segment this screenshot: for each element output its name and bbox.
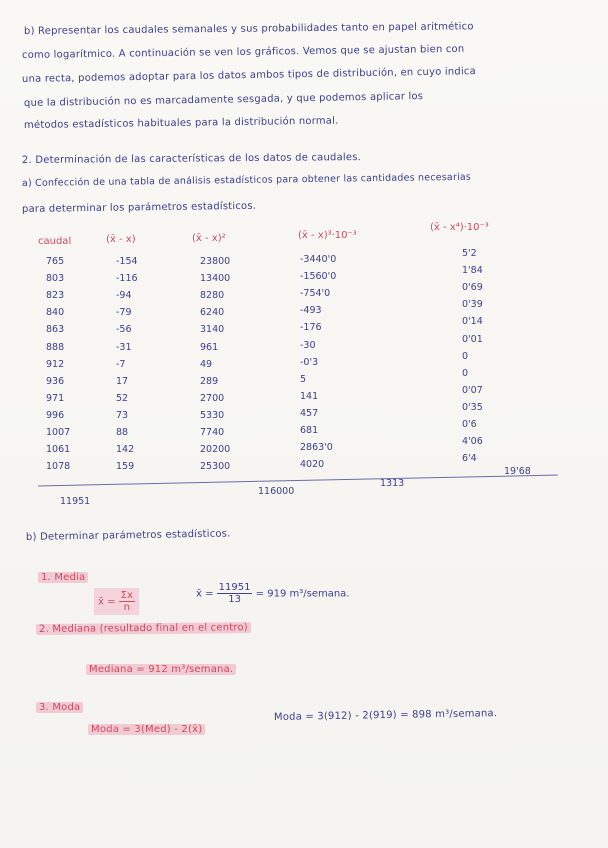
diff-cell: 17 <box>116 375 129 387</box>
media-formula <box>94 588 139 615</box>
sum-cube: 1313 <box>380 478 405 489</box>
diff-cell: 159 <box>116 461 135 473</box>
fourth-cell: 1'84 <box>462 265 483 277</box>
media-formula-lhs: x̄ = <box>98 596 116 608</box>
moda-formula <box>88 724 205 735</box>
intro-line-5: métodos estadísticos habituales para la distribución normal. <box>23 115 339 131</box>
diff-cell: 73 <box>116 409 129 421</box>
sq-cell: 8280 <box>200 290 225 302</box>
mediana-value <box>86 664 236 675</box>
moda-label <box>36 702 83 713</box>
sq-cell: 13400 <box>200 273 231 285</box>
cube-cell: -176 <box>300 322 322 334</box>
sq-cell: 7740 <box>200 427 225 438</box>
cube-cell: -493 <box>300 305 322 317</box>
sq-cell: 25300 <box>200 461 231 473</box>
sq-cell: 49 <box>200 358 213 370</box>
caudal-cell: 863 <box>46 324 65 336</box>
media-calc-rhs: = 919 m³/semana. <box>255 588 350 600</box>
diff-cell: -116 <box>116 273 138 285</box>
media-formula-num: Σx <box>120 590 133 601</box>
caudal-cell: 823 <box>46 290 65 302</box>
mediana-label-text: 2. Mediana (resultado final en el centro) <box>36 622 251 635</box>
media-calc-den: 13 <box>228 594 241 605</box>
header-caudal: caudal <box>38 236 72 247</box>
media-calc-lhs: x̄ = <box>196 588 214 600</box>
caudal-cell: 971 <box>46 392 65 404</box>
fourth-cell: 0'6 <box>462 419 477 430</box>
diff-cell: 52 <box>116 392 129 404</box>
moda-label-text: 3. Moda <box>36 702 83 713</box>
cube-cell: 4020 <box>300 459 325 471</box>
diff-cell: -31 <box>116 341 132 353</box>
mediana-label <box>36 622 251 635</box>
cube-cell: 5 <box>300 373 307 385</box>
fourth-cell: 0'69 <box>462 282 483 294</box>
intro-line-3: una recta, podemos adoptar para los datos ambos tipos de distribución, en cuyo indica <box>21 66 477 85</box>
sum-sq: 116000 <box>258 486 295 497</box>
fourth-cell: 5'2 <box>462 248 477 259</box>
media-label-text: 1. Media <box>38 572 88 583</box>
section2-a-line2: para determinar los parámetros estadísticos. <box>21 200 257 215</box>
diff-cell: -94 <box>116 290 132 302</box>
header-fourth: (x̄ - x⁴)·10⁻³ <box>430 222 489 233</box>
diff-cell: -56 <box>116 324 132 336</box>
caudal-cell: 1078 <box>46 461 71 473</box>
caudal-cell: 996 <box>46 409 65 421</box>
sum-fourth: 19'68 <box>504 466 531 477</box>
media-calc <box>196 582 350 605</box>
caudal-cell: 803 <box>46 273 65 285</box>
section2-title: 2. Determinación de las características de los datos de caudales. <box>21 152 362 166</box>
header-cube: (x̄ - x)³·10⁻³ <box>298 230 357 241</box>
cube-cell: 141 <box>300 390 319 402</box>
diff-cell: -7 <box>116 358 126 370</box>
fourth-cell: 0 <box>462 367 469 379</box>
moda-calc: Moda = 3(912) - 2(919) = 898 m³/semana. <box>273 708 498 723</box>
header-diff: (x̄ - x) <box>106 234 136 245</box>
sq-cell: 2700 <box>200 392 225 404</box>
cube-cell: -754'0 <box>300 288 331 300</box>
totals-rule <box>38 475 558 487</box>
caudal-cell: 1061 <box>46 444 71 456</box>
caudal-cell: 1007 <box>46 427 71 438</box>
caudal-cell: 888 <box>46 341 65 353</box>
diff-cell: -154 <box>116 256 138 267</box>
media-formula-frac <box>119 590 135 613</box>
section2-a-line1: a) Confección de una tabla de análisis estadísticos para obtener las cantidades necesarias <box>21 171 472 189</box>
caudal-cell: 912 <box>46 358 65 370</box>
section-b-title: b) Determinar parámetros estadísticos. <box>25 528 231 543</box>
fourth-cell: 0'35 <box>462 401 483 413</box>
sq-cell: 961 <box>200 341 219 353</box>
intro-line-4: que la distribución no es marcadamente sesgada, y que podemos aplicar los <box>23 91 424 109</box>
cube-cell: -30 <box>300 339 316 351</box>
caudal-cell: 765 <box>46 256 65 267</box>
media-calc-frac <box>217 582 253 605</box>
moda-formula-text: Moda = 3(Med) - 2(x̄) <box>88 724 205 735</box>
caudal-cell: 840 <box>46 307 65 319</box>
intro-line-2: como logarítmico. A continuación se ven los gráficos. Vemos que se ajustan bien con <box>21 43 465 61</box>
cube-cell: 681 <box>300 425 319 436</box>
sq-cell: 20200 <box>200 444 231 456</box>
fourth-cell: 0'01 <box>462 333 483 345</box>
cube-cell: -1560'0 <box>300 271 337 283</box>
fourth-cell: 6'4 <box>462 453 477 465</box>
media-label <box>38 572 88 583</box>
cube-cell: -3440'0 <box>300 254 337 265</box>
fourth-cell: 0'39 <box>462 299 483 311</box>
intro-line-1: b) Representar los caudales semanales y sus probabilidades tanto en papel aritmético <box>23 21 474 37</box>
header-sq: (x̄ - x)² <box>192 233 226 244</box>
diff-cell: 88 <box>116 427 129 438</box>
diff-cell: -79 <box>116 307 132 319</box>
sq-cell: 23800 <box>200 256 231 267</box>
fourth-cell: 0'14 <box>462 316 483 328</box>
cube-cell: 2863'0 <box>300 442 333 454</box>
cube-cell: -0'3 <box>300 356 319 368</box>
sq-cell: 289 <box>200 375 219 387</box>
sq-cell: 3140 <box>200 324 225 336</box>
diff-cell: 142 <box>116 444 135 456</box>
fourth-cell: 0'07 <box>462 384 483 396</box>
sum-caudal: 11951 <box>60 496 91 507</box>
sq-cell: 6240 <box>200 307 225 319</box>
cube-cell: 457 <box>300 407 319 419</box>
media-formula-den: n <box>123 602 130 613</box>
fourth-cell: 0 <box>462 350 469 362</box>
mediana-value-text: Mediana = 912 m³/semana. <box>86 664 236 675</box>
media-calc-num: 11951 <box>218 582 251 593</box>
fourth-cell: 4'06 <box>462 436 483 448</box>
caudal-cell: 936 <box>46 375 65 387</box>
sq-cell: 5330 <box>200 409 225 421</box>
